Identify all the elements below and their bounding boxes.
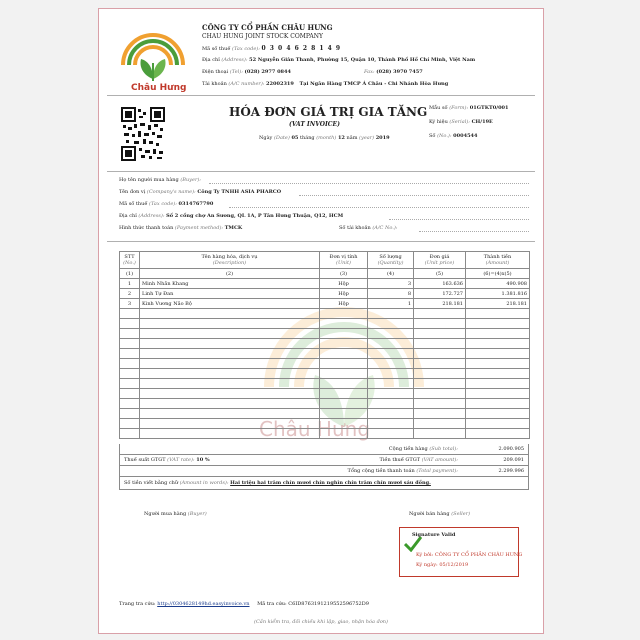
table-cell-desc xyxy=(140,409,320,419)
table-cell-qty xyxy=(368,389,414,399)
header-en: (Amount) xyxy=(485,260,510,266)
table-cell-amount: 1.381.816 xyxy=(466,289,530,299)
table-cell-price xyxy=(414,429,466,439)
table-index-cell: (5) xyxy=(414,269,466,279)
date-prefix-en: (Date) xyxy=(273,135,290,141)
table-row xyxy=(120,339,530,349)
company-address-label-en: (Address): xyxy=(221,57,248,63)
qr-code-icon xyxy=(121,107,165,161)
table-cell-no xyxy=(120,339,140,349)
month-label-en: (month) xyxy=(316,135,337,141)
vat-amount-value: 209.091 xyxy=(503,457,524,463)
company-bank: Tại Ngân Hàng TMCP Á Châu - Chi Nhánh Hòa Hưng xyxy=(299,81,449,87)
lookup-url-link[interactable]: http://0304628149hd.easyinvoice.vn xyxy=(157,601,250,607)
amount-words-row xyxy=(119,477,529,490)
table-cell-desc: Minh Nhãn Khang xyxy=(140,279,320,289)
header-en: (Quantity) xyxy=(377,260,404,266)
signed-by: Ký bởi: CÔNG TY CỔ PHẦN CHÂU HƯNG xyxy=(416,552,523,558)
vat-rate-label-en: (VAT rate): xyxy=(167,457,195,463)
table-cell-desc xyxy=(140,369,320,379)
form-label-en: (Form): xyxy=(449,105,469,111)
table-cell-desc xyxy=(140,379,320,389)
vat-amount-label: Tiền thuế GTGT xyxy=(379,457,421,463)
table-header-cell xyxy=(368,252,414,269)
table-cell-price xyxy=(414,409,466,419)
table-cell-desc xyxy=(140,339,320,349)
buyer-tax-label-en: (Tax code): xyxy=(149,201,177,207)
vat-rate-label: Thuế suất GTGT xyxy=(124,457,166,463)
year-label-en: (year) xyxy=(359,135,375,141)
table-cell-no xyxy=(120,349,140,359)
header-vn: Số lượng xyxy=(379,254,402,260)
table-row xyxy=(120,429,530,439)
table-cell-amount: 218.181 xyxy=(466,299,530,309)
table-cell-price xyxy=(414,309,466,319)
table-cell-price xyxy=(414,329,466,339)
header-en: (No.) xyxy=(123,260,136,266)
number-label: Số xyxy=(429,133,436,139)
payment-label-en: (Payment method): xyxy=(174,225,224,231)
table-cell-qty xyxy=(368,419,414,429)
buyer-company-label-en: (Company's name): xyxy=(146,189,196,195)
table-header-cell xyxy=(140,252,320,269)
company-address: 52 Nguyễn Giản Thanh, Phường 15, Quận 10, Thành Phố Hồ Chí Minh, Việt Nam xyxy=(249,57,476,63)
table-cell-price xyxy=(414,389,466,399)
header-en: (Unit price) xyxy=(424,260,455,266)
table-cell-unit xyxy=(320,359,368,369)
payment-method: TMCK xyxy=(224,225,243,231)
company-account: 22002319 xyxy=(266,81,294,87)
date-day: 05 xyxy=(291,135,299,141)
buyer-address: Số 2 cống chợ An Sương, QL 1A, P Tân Hưng Thuận, Q12, HCM xyxy=(166,213,344,219)
table-index-row xyxy=(120,269,530,279)
buyer-sign-label-en: (Buyer) xyxy=(187,511,207,517)
form-label: Mẫu số xyxy=(429,105,448,111)
table-cell-no xyxy=(120,329,140,339)
table-cell-no xyxy=(120,409,140,419)
month-label: tháng xyxy=(300,135,315,141)
table-header-cell xyxy=(466,252,530,269)
buyer-sign-label: Người mua hàng xyxy=(144,511,187,517)
table-cell-amount xyxy=(466,409,530,419)
table-cell-no xyxy=(120,359,140,369)
footer-note: (Cần kiểm tra, đối chiếu khi lập, giao, nhận hóa đơn) xyxy=(254,619,388,625)
table-cell-unit xyxy=(320,429,368,439)
buyer-address-label-en: (Address): xyxy=(138,213,165,219)
table-cell-price xyxy=(414,339,466,349)
table-cell-price xyxy=(414,419,466,429)
company-tax-code: 0 3 0 4 6 2 8 1 4 9 xyxy=(261,45,342,52)
table-cell-qty xyxy=(368,339,414,349)
table-header-cell xyxy=(120,252,140,269)
table-cell-price xyxy=(414,349,466,359)
buyer-account-label: Số tài khoản xyxy=(339,225,371,231)
company-logo xyxy=(109,21,197,103)
company-fax: (028) 3970 7457 xyxy=(376,69,423,75)
table-cell-qty xyxy=(368,349,414,359)
payment-label: Hình thức thanh toán xyxy=(119,225,174,231)
table-row xyxy=(120,389,530,399)
invoice-page xyxy=(98,8,544,634)
buyer-address-label: Địa chỉ xyxy=(119,213,137,219)
table-row xyxy=(120,359,530,369)
year-label: năm xyxy=(346,135,358,141)
company-name-vn: CÔNG TY CỔ PHẦN CHÂU HƯNG xyxy=(202,23,333,32)
table-cell-price: 218.181 xyxy=(414,299,466,309)
table-cell-no xyxy=(120,389,140,399)
subtotal-row xyxy=(119,444,529,455)
invoice-date xyxy=(259,135,390,141)
digital-signature-box xyxy=(399,527,523,577)
table-cell-no xyxy=(120,429,140,439)
table-cell-amount: 490.908 xyxy=(466,279,530,289)
table-cell-unit xyxy=(320,309,368,319)
check-icon xyxy=(404,536,422,552)
table-cell-unit xyxy=(320,319,368,329)
buyer-tax-code: 0314767790 xyxy=(178,201,214,207)
buyer-account-row xyxy=(339,225,398,231)
table-row xyxy=(120,319,530,329)
items-table xyxy=(119,251,530,439)
table-cell-no xyxy=(120,309,140,319)
table-cell-qty xyxy=(368,309,414,319)
table-cell-unit: Hộp xyxy=(320,279,368,289)
table-row xyxy=(120,369,530,379)
table-cell-qty: 1 xyxy=(368,299,414,309)
payment-row xyxy=(119,225,242,231)
table-cell-unit xyxy=(320,409,368,419)
table-index-cell: (3) xyxy=(320,269,368,279)
table-cell-no: 2 xyxy=(120,289,140,299)
serial-label: Ký hiệu xyxy=(429,119,448,125)
company-account-label-en: (A/C number): xyxy=(228,81,265,87)
header-vn: Đơn giá xyxy=(429,254,450,260)
subtotal-label-en: (Sub total): xyxy=(429,446,458,452)
buyer-tax-dots xyxy=(229,207,529,208)
table-cell-no xyxy=(120,379,140,389)
vat-amount-label-en: (VAT amount): xyxy=(421,457,458,463)
footer-lookup xyxy=(119,601,369,607)
buyer-account-label-en: (A/C No.): xyxy=(372,225,398,231)
table-cell-unit xyxy=(320,369,368,379)
signed-date: Ký ngày: 05/12/2019 xyxy=(416,562,469,568)
words-label: Số tiền viết bằng chữ xyxy=(124,480,179,486)
buyer-company-label: Tên đơn vị xyxy=(119,189,146,195)
table-cell-qty xyxy=(368,399,414,409)
company-name-en: CHAU HUNG JOINT STOCK COMPANY xyxy=(202,33,323,40)
table-cell-desc xyxy=(140,359,320,369)
table-cell-desc xyxy=(140,329,320,339)
table-row xyxy=(120,419,530,429)
header-en: (Description) xyxy=(212,260,247,266)
company-phone: (028) 2977 0844 xyxy=(244,69,291,75)
table-cell-unit xyxy=(320,379,368,389)
table-cell-qty: 3 xyxy=(368,279,414,289)
total-label: Tổng cộng tiền thanh toán xyxy=(347,468,415,474)
table-cell-qty xyxy=(368,409,414,419)
table-cell-unit xyxy=(320,349,368,359)
lookup-code: C6ID8763191219552596752D9 xyxy=(288,601,369,607)
table-cell-no: 1 xyxy=(120,279,140,289)
table-row xyxy=(120,279,530,289)
subtotal-value: 2.090.905 xyxy=(498,446,524,452)
company-phone-label-en: (Tel): xyxy=(229,69,243,75)
buyer-name-label: Họ tên người mua hàng xyxy=(119,177,179,183)
total-value: 2.299.996 xyxy=(498,468,524,474)
vat-row xyxy=(119,455,529,466)
table-cell-amount xyxy=(466,359,530,369)
table-cell-qty xyxy=(368,329,414,339)
company-account-label: Tài khoản xyxy=(202,81,227,87)
seller-signature-title xyxy=(409,511,470,517)
company-address-label: Địa chỉ xyxy=(202,57,220,63)
header-vn: Đơn vị tính xyxy=(329,254,358,260)
table-cell-qty xyxy=(368,429,414,439)
table-row xyxy=(120,349,530,359)
table-cell-desc xyxy=(140,429,320,439)
invoice-title: HÓA ĐƠN GIÁ TRỊ GIA TĂNG xyxy=(229,105,428,119)
lookup-label: Trang tra cứu: xyxy=(119,601,156,607)
seller-sign-label-en: (Seller) xyxy=(451,511,471,517)
buyer-address-dots xyxy=(389,219,529,220)
table-cell-amount xyxy=(466,349,530,359)
table-row xyxy=(120,399,530,409)
table-cell-unit xyxy=(320,389,368,399)
table-cell-desc xyxy=(140,389,320,399)
table-cell-price xyxy=(414,379,466,389)
table-cell-unit: Hộp xyxy=(320,299,368,309)
buyer-tax-label: Mã số thuế xyxy=(119,201,148,207)
table-cell-unit xyxy=(320,339,368,349)
table-index-cell: (1) xyxy=(120,269,140,279)
table-cell-amount xyxy=(466,319,530,329)
table-cell-qty xyxy=(368,379,414,389)
form-value: 01GTKT0/001 xyxy=(469,105,509,111)
table-cell-price xyxy=(414,319,466,329)
buyer-company-dots xyxy=(299,195,529,196)
table-cell-qty xyxy=(368,319,414,329)
date-month: 12 xyxy=(337,135,345,141)
table-cell-desc: Linh Tự Đan xyxy=(140,289,320,299)
buyer-address-row xyxy=(119,213,343,219)
invoice-number: 0004544 xyxy=(453,133,478,139)
number-label-en: (No.): xyxy=(437,133,452,139)
amount-in-words: Hai triệu hai trăm chín mươi chín nghìn chín trăm chín mươi sáu đồng. xyxy=(230,480,431,486)
lookup-code-label: Mã tra cứu: xyxy=(257,601,287,607)
table-cell-no xyxy=(120,399,140,409)
table-cell-amount xyxy=(466,329,530,339)
table-row xyxy=(120,379,530,389)
table-cell-no: 3 xyxy=(120,299,140,309)
table-cell-amount xyxy=(466,389,530,399)
date-year: 2019 xyxy=(375,135,390,141)
table-body xyxy=(120,279,530,439)
total-label-en: (Total payment): xyxy=(416,468,458,474)
table-cell-qty xyxy=(368,359,414,369)
table-cell-desc xyxy=(140,419,320,429)
table-cell-price: 163.636 xyxy=(414,279,466,289)
table-row xyxy=(120,289,530,299)
seller-sign-label: Người bán hàng xyxy=(409,511,450,517)
date-prefix: Ngày xyxy=(259,135,273,141)
table-cell-price xyxy=(414,399,466,409)
table-cell-no xyxy=(120,369,140,379)
table-row xyxy=(120,409,530,419)
table-header-cell xyxy=(320,252,368,269)
table-cell-amount xyxy=(466,369,530,379)
buyer-company: Công Ty TNHH ASIA PHARCO xyxy=(197,189,282,195)
header-vn: Thành tiền xyxy=(483,254,512,260)
table-cell-price xyxy=(414,359,466,369)
watermark-text: Châu Hưng xyxy=(259,417,371,441)
table-cell-unit: Hộp xyxy=(320,289,368,299)
buyer-name-label-en: (Buyer): xyxy=(180,177,201,183)
header-divider xyxy=(107,95,535,96)
table-row xyxy=(120,329,530,339)
table-cell-desc xyxy=(140,309,320,319)
company-phone-label: Điện thoại xyxy=(202,69,229,75)
header-en: (Unit) xyxy=(336,260,351,266)
table-cell-amount xyxy=(466,379,530,389)
invoice-subtitle: (VAT INVOICE) xyxy=(289,121,340,128)
buyer-company-row xyxy=(119,189,281,195)
table-row xyxy=(120,299,530,309)
buyer-divider xyxy=(107,241,535,242)
table-cell-unit xyxy=(320,399,368,409)
table-cell-desc: Kinh Vương Não Bộ xyxy=(140,299,320,309)
signature-valid-text: Signature Valid xyxy=(412,532,456,538)
table-index-cell: (4) xyxy=(368,269,414,279)
table-cell-desc xyxy=(140,349,320,359)
table-cell-desc xyxy=(140,319,320,329)
company-tax-label: Mã số thuế xyxy=(202,46,231,52)
table-row xyxy=(120,309,530,319)
vat-rate: 10 % xyxy=(196,457,210,463)
table-cell-no xyxy=(120,319,140,329)
logo-text: Châu Hưng xyxy=(131,83,187,93)
table-cell-qty: 8 xyxy=(368,289,414,299)
company-tax-label-en: (Tax code): xyxy=(232,46,260,52)
words-label-en: (Amount in words): xyxy=(179,480,229,486)
header-vn: Tên hàng hóa, dịch vụ xyxy=(201,254,258,260)
table-cell-amount xyxy=(466,309,530,319)
header-vn: STT xyxy=(124,254,135,260)
buyer-name-dots xyxy=(209,183,529,184)
buyer-name-row xyxy=(119,177,201,183)
serial-value: CH/19E xyxy=(471,119,493,125)
table-cell-amount xyxy=(466,419,530,429)
total-row xyxy=(119,466,529,477)
table-index-cell: (2) xyxy=(140,269,320,279)
serial-label-en: (Serial): xyxy=(449,119,470,125)
table-cell-no xyxy=(120,419,140,429)
table-cell-qty xyxy=(368,369,414,379)
subtotal-label: Cộng tiền hàng xyxy=(388,446,428,452)
table-index-cell: (6)=(4)x(5) xyxy=(466,269,530,279)
table-cell-unit xyxy=(320,419,368,429)
table-cell-amount xyxy=(466,339,530,349)
buyer-account-dots xyxy=(419,231,529,232)
table-cell-amount xyxy=(466,399,530,409)
buyer-signature-title xyxy=(144,511,207,517)
table-cell-price: 172.727 xyxy=(414,289,466,299)
table-header-row xyxy=(120,252,530,269)
buyer-tax-row xyxy=(119,201,213,207)
title-divider xyxy=(107,171,535,172)
table-cell-unit xyxy=(320,329,368,339)
table-header-cell xyxy=(414,252,466,269)
table-cell-amount xyxy=(466,429,530,439)
table-cell-price xyxy=(414,369,466,379)
table-cell-desc xyxy=(140,399,320,409)
company-fax-label: Fax: xyxy=(364,69,375,75)
